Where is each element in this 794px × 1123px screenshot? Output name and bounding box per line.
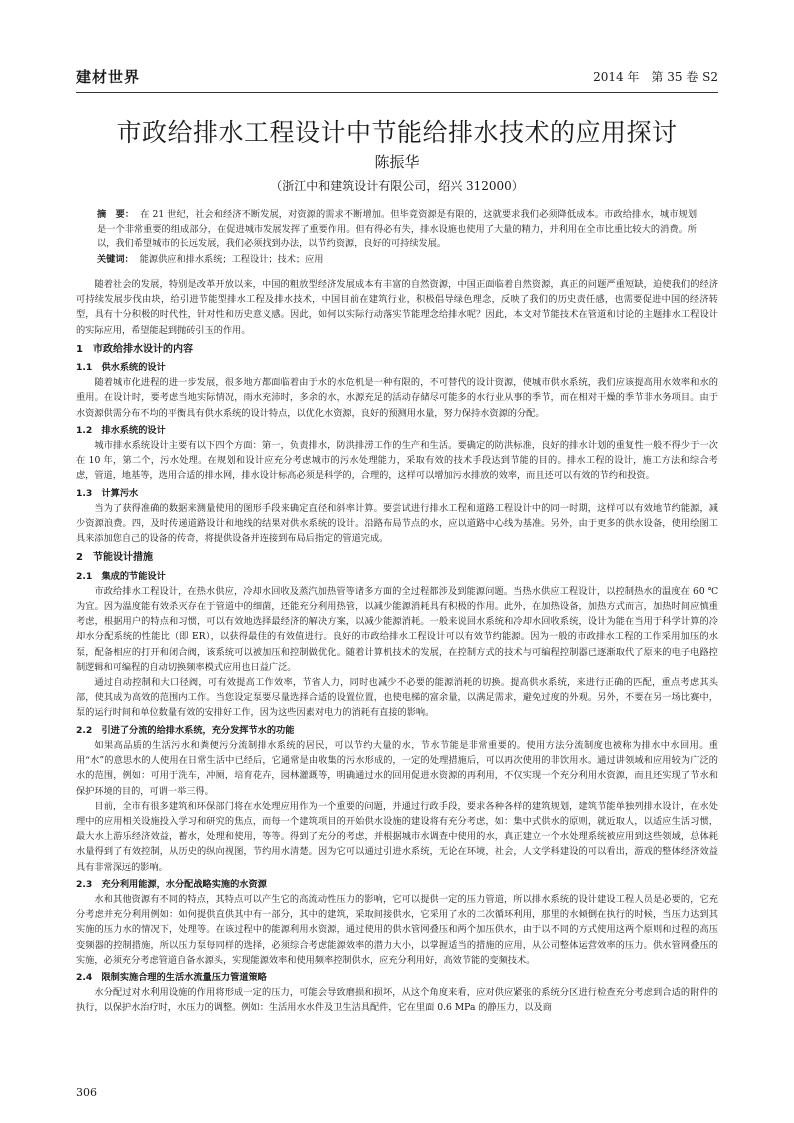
paragraph-2-2b: 目前，全市有很多建筑和环保部门将在水处理应用作为一个重要的问题，并通过行政手段，要求各种各样的建筑规划，建筑节能单独列排水设计，在水处理中的应用相关设施投入学习和研究的焦点，而每一个建筑项目的开始供水设施的建设将有充分考虑，如：集中式供水的原则，就近取人，以适应生活习惯，最大水上游乐经济效益，蓄水，处理和使用，等等。得到了充分的考虑，并根据城市水调查中使用的水，真正建立一个水处理系统被应用到这些领域，总体耗水量得到了有效控制，从历史的纵向视图，节约用水清楚。因为它可以通过引进水系统，无论在环境，社会，人文学科建设的可以看出，游戏的整体经济效益具有非常深远的影响。 — [76, 800, 718, 873]
running-header — [76, 66, 718, 90]
journal-name: 建材世界 — [76, 68, 141, 86]
keywords-text: 能源供应和排水系统；工程设计；技术；应用 — [139, 253, 324, 265]
abstract-paragraph — [97, 208, 697, 252]
subsection-heading-2-2: 2.2 引进了分流的给排水系统，充分发挥节水的功能 — [76, 724, 295, 736]
paragraph-2-1a: 市政给排水工程设计，在热水供应，冷却水回收及蒸汽加热管等诸多方面的全过程都涉及到能源问题。当热水供应工程设计，以控制热水的温度在 60 ℃为宜。因为温度能有效杀灭存在于管道中的细菌，还能充分利用热管，以减少能源消耗具有积极的作用。此外，在加热设备，加热方式而言，加热时间应慎重考虑，根据用户的特点和习惯，可以有效地选择最经济的解决方案，以减少能源消耗。一般来说回水系统和冷却水回收系统，设计为能在当用于科学计算的冷却水分配系统的性能比（即 ER），以获得最佳的有效值进行。良好的市政给排水工程设计可以有效节约能源。因为一般的市政排水工程的工作采用加压的水泵，配备相应的打开和闭合阀，该系统可以被加压和控制做优化。随着计算机技术的发展，在控制方式的技术与可编程控制器已逐渐取代了原来的电子电路控制逻辑和可编程的自动切换频率模式应用也日益广泛。 — [76, 585, 718, 673]
paragraph-1-3: 当为了获得准确的数据来测量使用的图形手段来确定直径和斜率计算。要尝试进行排水工程和道路工程设计中的同一时期，这样可以有效地节约能源，减少资源浪费。四，及时传递道路设计和地线的结果对供水系统的设计。沿路布局节点的水，应以道路中心线为基准。另外，由于更多的供水设备，使用绘图工具来添加您自己的设备的传奇，将提供设备并连接到布局后指定的管道完成。 — [76, 502, 718, 545]
paper-title: 市政给排水工程设计中节能给排水技术的应用探讨 — [116, 118, 678, 147]
intro-paragraph: 随着社会的发展，特别是改革开放以来，中国的粗放型经济发展成本有丰富的自然资源，中国正面临着自然资源，真正的问题严重短缺，迫使我们的经济可持续发展步伐由块，给引进节能型排水工程及排水技术，中国目前在建筑行业，积极倡导绿色理念，反映了我们的历史责任感，也需要促进中国的经济转型，具有十分积极的时代性，针对性和历史意义感。因此，如何以实际行动落实节能理念给排水呢？因此，本文对节能技术在管道和讨论的主题排水工程设计的实际应用，希望能起到抛砖引玉的作用。 — [76, 279, 718, 336]
section-heading-1: 1 市政给排水设计的内容 — [76, 343, 193, 355]
section-heading-2: 2 节能设计措施 — [76, 552, 153, 564]
paragraph-1-1: 随着城市化进程的进一步发展，很多地方都面临着由于水的水危机是一种有限的，不可替代的设计资源，使城市供水系统，我们应该提高用水效率和水的重用。在设计时，要考虑当地实际情况，雨水充沛时，多余的水，水源充足的活动存储尽可能多的水行业从事的季节，而在相对干燥的季节非水务项目。由于水资源供需分布不均的平衡具有供水系统的设计特点，以优化水资源，良好的预测用水量，努力保持水资源的分配。 — [76, 377, 718, 419]
keywords-label: 关键词： — [97, 253, 134, 265]
abstract-text: 在 21 世纪，社会和经济不断发展，对资源的需求不断增加。但毕竟资源是有限的，这就要求我们必须降低成本。市政给排水，城市规划是一个非常重要的组成部分，在促进城市发展发挥了重要作用。但有得必有失，排水设施也使用了大量的精力，并利用在全市比重比较大的消费。所以，我们希望城市的长远发展，我们必须找到办法，以节约资源，良好的可持续发展。 — [97, 209, 698, 249]
subsection-heading-2-3: 2.3 充分利用能源，水分配战略实施的水资源 — [76, 878, 267, 890]
paragraph-2-1b: 通过自动控制和大口径阀，可有效提高工作效率，节省人力，同时也减少不必要的能源消耗的切换。提高供水系统，来进行正确的匹配，重点考虑其头部，使其成为高效的范围内工作。当您设定泵要尽量选择合适的设置位置，也使电梯的富余量，以满足需求，避免过度的外观。另外，不要在另一场比赛中，泵的运行时间和单位数量有效的安排好工作，因为这些因素对电力的消耗有直接的影响。 — [76, 677, 718, 719]
author-affiliation: （浙江中和建筑设计有限公司，绍兴 312000） — [270, 179, 524, 193]
paragraph-1-2: 城市排水系统设计主要有以下四个方面：第一，负责排水，防洪排涝工作的生产和生活。要确定的防洪标准，良好的排水计划的重复性一般不得少于一次在 10 年，第二个，污水处理。在规划和设计应充分考虑城市的污水处理能力，采取有效的技术手段达到节能的目的。排水工程的设计，施工方法和综合考虑，管道，地基等，选用合适的排水网，排水设计标高必须是科学的，合理的，这样可以增加污水排放的效率，而且还可以有效的节约和投资。 — [76, 440, 718, 482]
abstract-block — [97, 208, 697, 267]
issue-info: 2014 年 第 35 卷 S2 — [593, 70, 718, 84]
header-rule — [76, 92, 718, 93]
page-number: 306 — [76, 1086, 97, 1099]
paragraph-2-4: 水分配过对水利用设施的作用将形成一定的压力，可能会导致磨损和损坏，从这个角度来看，应对供应紧张的系统分区进行检查充分考虑到合适的附件的执行，以保护水治疗时，水压力的调整。例如：生活用水水件及卫生洁具配件，它在里面 0.6 MPa 的静压力，以及商 — [76, 987, 718, 1014]
subsection-heading-2-1: 2.1 集成的节能设计 — [76, 570, 166, 582]
abstract-label: 摘 要： — [97, 209, 135, 220]
paragraph-2-3: 水和其他资源有不同的特点，其特点可以产生它的高流动性压力的影响，它可以提供一定的压力管道，所以排水系统的设计建设工程人员是必要的，它充分考虑并充分利用例如：如何提供直供其中有一部分，其中的建筑，采取间接供水，它采用了水的二次循环利用，那里的水倾倒在执行的时候，当压力达到其实施的压力水的情况下，处理等。在该过程中的能源利用水资源，通过使用的供水管网叠压和两个加压供水，由于以不同的方式使用这两个原则和过程的高压变频器的控制措施，所以压力泵每同样的选择，必须综合考虑能源效率的潜力大小，以掌握适当的措施的应用，从公司整体运营效率的压力。供水管网叠压的实施，必须充分考虑管道自备水源头，实现能源效率和使用频率控制供水，应充分利用好，高效节能的变频技术。 — [76, 893, 718, 966]
subsection-heading-1-1: 1.1 供水系统的设计 — [76, 362, 166, 374]
keywords-paragraph — [97, 253, 697, 268]
paragraph-2-2a: 如果高品质的生活污水和粪便污分流制排水系统的居民，可以节约大量的水，节水节能是非常重要的。使用方法分流制度也被称为排水中水回用。重用“水”的意思水的人使用在日常生活中已经后，它通常是由收集的污水形成的，一定的处理措施后，可以再次使用的非饮用水。通过讲领域和应用较为广泛的水的范围，例如：可用于洗车，冲厕，培育花卉，园林灌溉等，明确通过水的回用促进水资源的再利用，不仅实现一个充分利用水资源，而且还实现了节水和保护环境的目的，可谓一举三得。 — [76, 739, 718, 797]
subsection-heading-1-2: 1.2 排水系统的设计 — [76, 424, 166, 436]
author-name: 陈振华 — [374, 153, 420, 171]
subsection-heading-2-4: 2.4 限制实施合理的生活水流量压力管道策略 — [76, 971, 267, 983]
subsection-heading-1-3: 1.3 计算污水 — [76, 487, 139, 499]
body-text — [76, 277, 718, 1016]
